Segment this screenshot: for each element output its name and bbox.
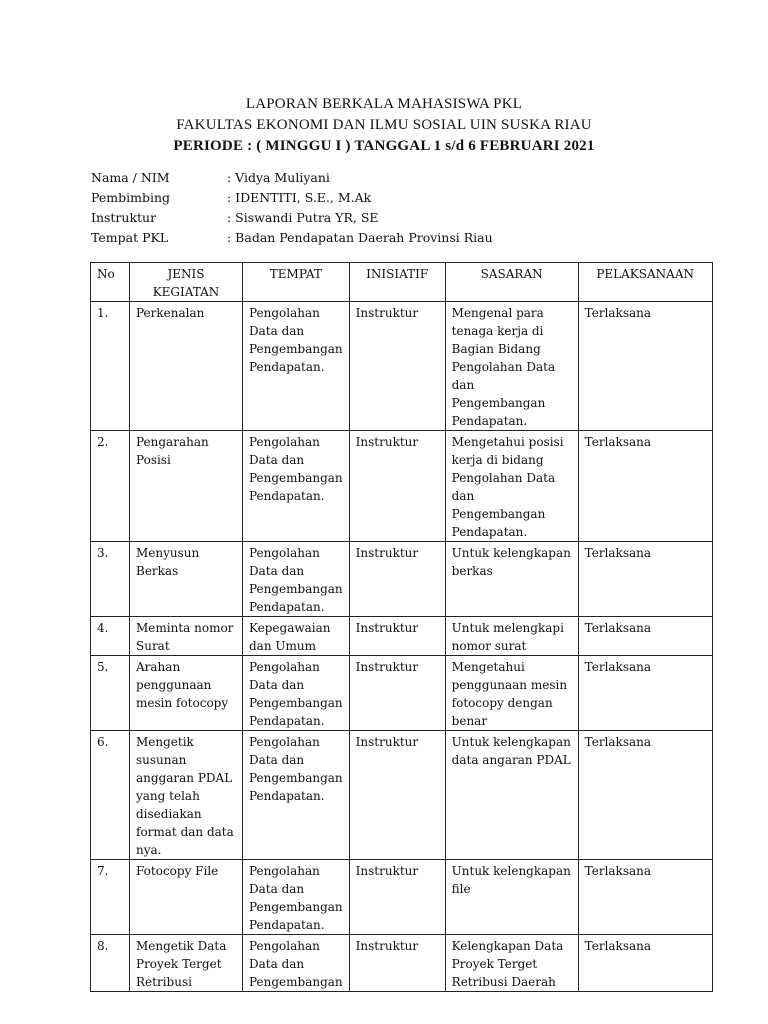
faculty-title: FAKULTAS EKONOMI DAN ILMU SOSIAL UIN SUSKA RIAU — [176, 117, 592, 133]
table-row — [91, 542, 713, 617]
cell-sasaran: Untuk kelengkapan berkas — [445, 542, 578, 617]
cell-no: 8. — [91, 935, 130, 992]
cell-pelaksanaan: Terlaksana — [578, 731, 712, 860]
cell-tempat: Pengolahan Data dan Pengembangan Pendapatan. — [243, 542, 350, 617]
cell-no: 7. — [91, 860, 130, 935]
cell-jenis: Pengarahan Posisi — [130, 431, 243, 542]
cell-tempat: Pengolahan Data dan Pengembangan Pendapatan. — [243, 656, 350, 731]
cell-tempat: Pengolahan Data dan Pengembangan Pendapatan. — [243, 860, 350, 935]
info-row-place — [91, 228, 493, 248]
cell-tempat: Kepegawaian dan Umum — [243, 617, 350, 656]
info-value: : Vidya Muliyani — [227, 170, 330, 185]
cell-sasaran: Mengetahui penggunaan mesin fotocopy dengan benar — [445, 656, 578, 731]
table-row — [91, 731, 713, 860]
table-row — [91, 656, 713, 731]
info-row-name — [91, 168, 493, 188]
cell-sasaran: Untuk kelengkapan file — [445, 860, 578, 935]
info-value: : IDENTITI, S.E., M.Ak — [227, 190, 372, 205]
col-header-pelaksanaan: PELAKSANAAN — [578, 263, 712, 302]
cell-no: 4. — [91, 617, 130, 656]
table-row — [91, 617, 713, 656]
col-header-tempat: TEMPAT — [243, 263, 350, 302]
cell-no: 5. — [91, 656, 130, 731]
cell-no: 2. — [91, 431, 130, 542]
cell-inisiatif: Instruktur — [349, 617, 445, 656]
student-info — [91, 168, 493, 248]
cell-jenis: Mengetik susunan anggaran PDAL yang telah disediakan format dan data nya. — [130, 731, 243, 860]
info-value: : Siswandi Putra YR, SE — [227, 210, 379, 225]
cell-jenis: Meminta nomor Surat — [130, 617, 243, 656]
info-label: Tempat PKL — [91, 230, 169, 245]
table-row — [91, 302, 713, 431]
table-row — [91, 935, 713, 992]
col-header-no: No — [91, 263, 130, 302]
info-value: : Badan Pendapatan Daerah Provinsi Riau — [227, 230, 493, 245]
cell-pelaksanaan: Terlaksana — [578, 935, 712, 992]
cell-inisiatif: Instruktur — [349, 860, 445, 935]
cell-inisiatif: Instruktur — [349, 935, 445, 992]
cell-inisiatif: Instruktur — [349, 431, 445, 542]
cell-jenis: Fotocopy File — [130, 860, 243, 935]
cell-pelaksanaan: Terlaksana — [578, 431, 712, 542]
cell-sasaran: Mengenal para tenaga kerja di Bagian Bidang Pengolahan Data dan Pengembangan Pendapatan. — [445, 302, 578, 431]
cell-pelaksanaan: Terlaksana — [578, 617, 712, 656]
cell-inisiatif: Instruktur — [349, 731, 445, 860]
info-label: Instruktur — [91, 210, 157, 225]
cell-jenis: Menyusun Berkas — [130, 542, 243, 617]
cell-tempat: Pengolahan Data dan Pengembangan Pendapatan. — [243, 302, 350, 431]
cell-pelaksanaan: Terlaksana — [578, 542, 712, 617]
col-header-jenis: JENIS KEGIATAN — [130, 263, 243, 302]
cell-jenis: Arahan penggunaan mesin fotocopy — [130, 656, 243, 731]
info-label: Nama / NIM — [91, 170, 170, 185]
period-title: PERIODE : ( MINGGU I ) TANGGAL 1 s/d 6 FEBRUARI 2021 — [173, 138, 595, 154]
info-row-instructor — [91, 208, 493, 228]
report-title: LAPORAN BERKALA MAHASISWA PKL — [245, 96, 523, 112]
cell-pelaksanaan: Terlaksana — [578, 656, 712, 731]
cell-sasaran: Mengetahui posisi kerja di bidang Pengolahan Data dan Pengembangan Pendapatan. — [445, 431, 578, 542]
cell-inisiatif: Instruktur — [349, 656, 445, 731]
cell-sasaran: Kelengkapan Data Proyek Terget Retribusi Daerah — [445, 935, 578, 992]
cell-no: 6. — [91, 731, 130, 860]
col-header-inisiatif: INISIATIF — [349, 263, 445, 302]
cell-jenis: Perkenalan — [130, 302, 243, 431]
cell-jenis: Mengetik Data Proyek Terget Retribusi — [130, 935, 243, 992]
col-header-sasaran: SASARAN — [445, 263, 578, 302]
cell-inisiatif: Instruktur — [349, 302, 445, 431]
cell-tempat: Pengolahan Data dan Pengembangan Pendapatan. — [243, 431, 350, 542]
table-header-row — [91, 263, 713, 302]
cell-sasaran: Untuk melengkapi nomor surat — [445, 617, 578, 656]
table-row — [91, 860, 713, 935]
table-row — [91, 431, 713, 542]
info-label: Pembimbing — [91, 190, 171, 205]
cell-sasaran: Untuk kelengkapan data angaran PDAL — [445, 731, 578, 860]
cell-tempat: Pengolahan Data dan Pengembangan Pendapatan. — [243, 731, 350, 860]
cell-no: 3. — [91, 542, 130, 617]
cell-pelaksanaan: Terlaksana — [578, 860, 712, 935]
cell-tempat: Pengolahan Data dan Pengembangan — [243, 935, 350, 992]
cell-pelaksanaan: Terlaksana — [578, 302, 712, 431]
info-row-supervisor — [91, 188, 493, 208]
cell-inisiatif: Instruktur — [349, 542, 445, 617]
cell-no: 1. — [91, 302, 130, 431]
activity-table — [90, 262, 713, 992]
report-heading — [0, 94, 768, 157]
